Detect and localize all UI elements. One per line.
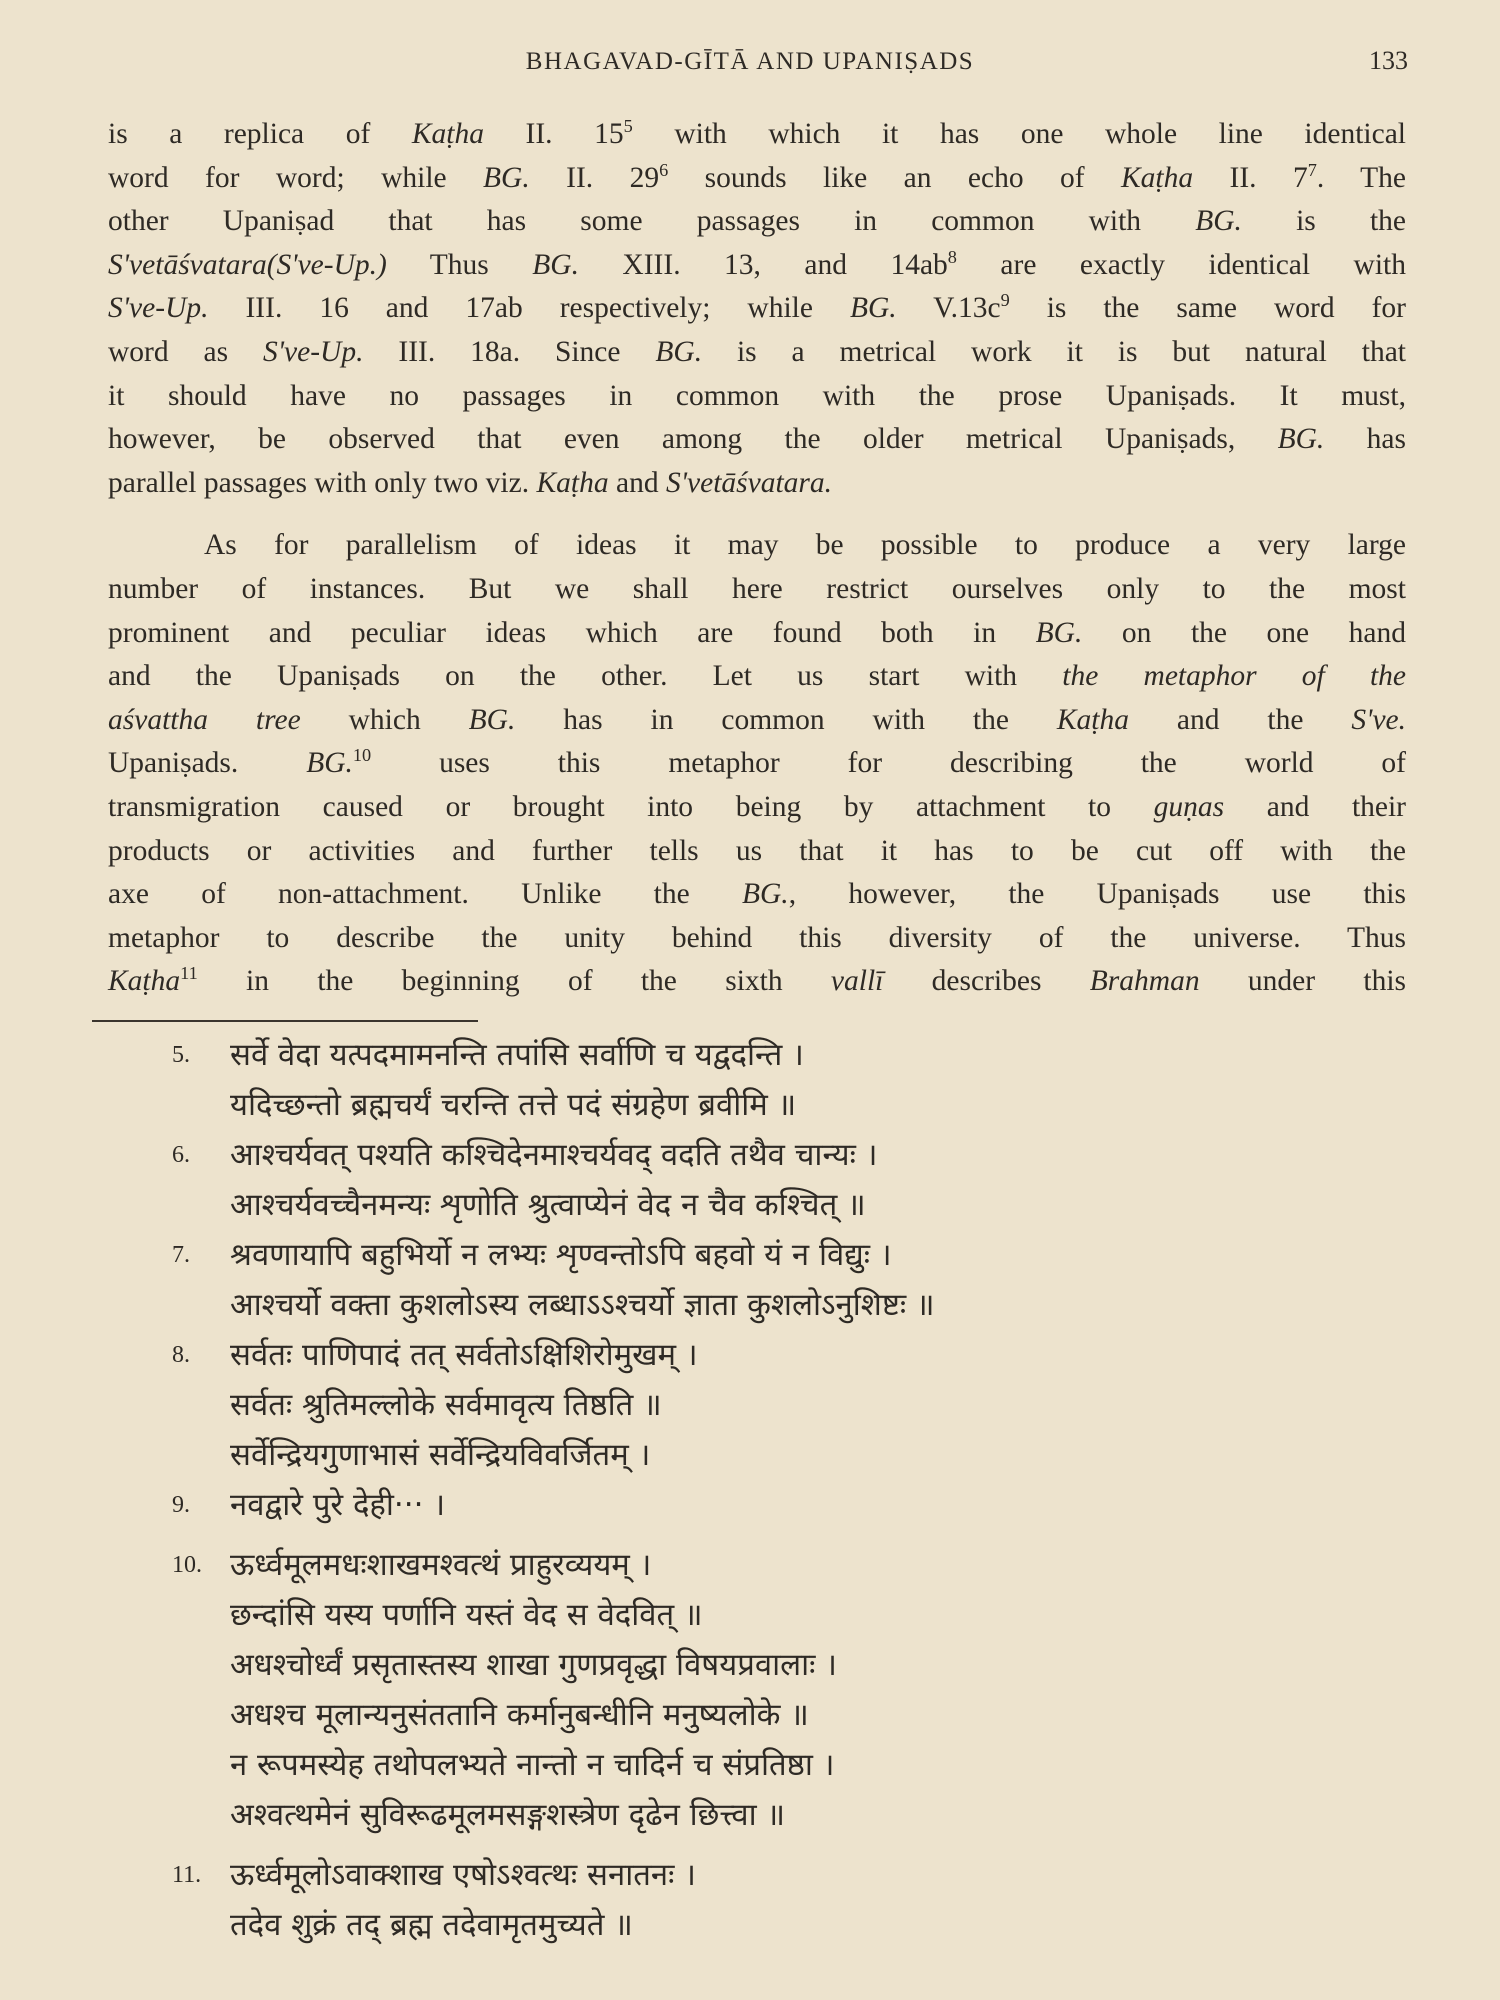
- footnote-ref: 11: [180, 963, 198, 984]
- text-line: S'vetāśvatara(S've-Up.) Thus BG. XIII. 13, and $14ab^8$ are exactly identical with: [108, 246, 1407, 281]
- text-line: and the Upaniṣads on the other. Let us start with the metaphor of the: [108, 660, 1406, 693]
- footnote-ref: 6: [659, 159, 669, 180]
- footnote: [172, 1330, 1392, 1480]
- sanskrit-line: सर्वतः पाणिपादं तत् सर्वतोऽक्षिशिरोमुखम् ।: [230, 1337, 698, 1373]
- footnotes: [172, 1030, 1392, 1950]
- sanskrit-line: यदिच्छन्तो ब्रह्मचर्यं चरन्ति तत्ते पदं संग्रहेण ब्रवीमि ॥: [230, 1087, 797, 1123]
- footnote: [172, 1850, 1392, 1950]
- sanskrit-line: आश्चर्यवत् पश्यति कश्चिदेनमाश्चर्यवद् वदति तथैव चान्यः ।: [230, 1137, 878, 1173]
- footnote-number: 9.: [172, 1492, 190, 1518]
- sanskrit-line: न रूपमस्येह तथोपलभ्यते नान्तो न चादिर्न च संप्रतिष्ठा ।: [230, 1747, 835, 1783]
- sanskrit-line: सर्वे वेदा यत्पदमामनन्ति तपांसि सर्वाणि च यद्वदन्ति ।: [230, 1037, 804, 1073]
- sanskrit-line: अधश्च मूलान्यनुसंततानि कर्मानुबन्धीनि मनुष्यलोके ॥: [230, 1697, 809, 1733]
- main-text: [108, 113, 1406, 1004]
- sanskrit-line: श्रवणायापि बहुभिर्यो न लभ्यः शृण्वन्तोऽपि बहवो यं न विद्युः ।: [230, 1237, 892, 1273]
- sanskrit-line: अधश्चोर्ध्वं प्रसृतास्तस्य शाखा गुणप्रवृद्धा विषयप्रवालाः ।: [230, 1647, 838, 1683]
- sanskrit-line: सर्वतः श्रुतिमल्लोके सर्वमावृत्य तिष्ठति ॥: [230, 1387, 662, 1423]
- sanskrit-line: ऊर्ध्वमूलोऽवाक्शाख एषोऽश्वत्थः सनातनः ।: [230, 1857, 696, 1893]
- footnote-number: 10.: [172, 1552, 202, 1578]
- text-line: however, be observed that even among the older metrical Upaniṣads, BG. has: [108, 423, 1406, 456]
- sanskrit-line: अश्वत्थमेनं सुविरूढमूलमसङ्गशस्त्रेण दृढेन छित्त्वा ॥: [230, 1797, 786, 1833]
- footnote: [172, 1540, 1392, 1840]
- footnote-number: 7.: [172, 1242, 190, 1268]
- text-line: other Upaniṣad that has some passages in common with BG. is the: [108, 205, 1406, 238]
- text-line: axe of non-attachment. Unlike the BG., however, the Upaniṣads use this: [108, 878, 1406, 911]
- text-line: is a replica of Kaṭha II. $15^5$ with which it has one whole line identical: [108, 116, 1406, 150]
- footnote-number: 8.: [172, 1342, 190, 1368]
- text-line: word for word; while BG. II. $29^6$ sounds like an echo of Kaṭha II. $7^7$. The: [108, 159, 1406, 194]
- footnote: [172, 1130, 1392, 1230]
- text-line: prominent and peculiar ideas which are found both in BG. on the one hand: [108, 616, 1406, 649]
- text-line: Upaniṣads. BG.$^{10}$ uses this metaphor for describing the world of: [108, 745, 1406, 780]
- text-line: word as S've-Up. III. 18a. Since BG. is a metrical work it is but natural that: [108, 335, 1407, 368]
- sanskrit-line: आश्चर्यवच्चैनमन्यः शृणोति श्रुत्वाप्येनं वेद न चैव कश्चित् ॥: [230, 1187, 866, 1223]
- footnote-ref: 9: [1000, 290, 1010, 311]
- text-line: transmigration caused or brought into being by attachment to guṇas and their: [108, 790, 1407, 823]
- sanskrit-line: छन्दांसि यस्य पर्णानि यस्तं वेद स वेदवित् ॥: [230, 1597, 703, 1633]
- footnote-number: 11.: [172, 1862, 202, 1888]
- footnote: [172, 1230, 1392, 1330]
- text-line: it should have no passages in common with the prose Upaniṣads. It must,: [108, 379, 1406, 412]
- page-number: 133: [1369, 46, 1408, 75]
- sanskrit-line: सर्वेन्द्रियगुणाभासं सर्वेन्द्रियविवर्जितम् ।: [230, 1437, 651, 1473]
- footnote-divider: [92, 1020, 478, 1022]
- sanskrit-line: नवद्वारे पुरे देही··· ।: [230, 1487, 446, 1523]
- running-title: BHAGAVAD-GĪTĀ AND UPANIṢADS: [525, 48, 975, 75]
- footnote: [172, 1030, 1392, 1130]
- sanskrit-line: ऊर्ध्वमूलमधःशाखमश्वत्थं प्राहुरव्ययम् ।: [230, 1547, 652, 1583]
- footnote-ref: 10: [352, 745, 372, 766]
- text-line: S've-Up. III. 16 and 17ab respectively; while BG. $V.13c^9$ is the same word for: [108, 290, 1407, 325]
- sanskrit-line: आश्चर्यो वक्ता कुशलोऽस्य लब्धाऽऽश्चर्यो ज्ञाता कुशलोऽनुशिष्टः ॥: [230, 1287, 935, 1323]
- footnote-number: 5.: [172, 1042, 190, 1068]
- footnote-ref: 5: [623, 116, 633, 137]
- text-line: number of instances. But we shall here restrict ourselves only to the most: [108, 572, 1406, 605]
- sanskrit-line: तदेव शुक्रं तद् ब्रह्म तदेवामृतमुच्यते ॥: [230, 1907, 633, 1943]
- text-line: products or activities and further tells us that it has to be cut off with the: [108, 834, 1406, 867]
- footnote-number: 6.: [172, 1142, 190, 1168]
- text-line: aśvattha tree which BG. has in common with the Kaṭha and the S've.: [108, 703, 1407, 736]
- footnote: [172, 1480, 1392, 1530]
- footnote-ref: 8: [947, 246, 957, 267]
- text-line: As for parallelism of ideas it may be possible to produce a very large: [204, 529, 1406, 562]
- text-line: Kaṭha$^{11}$ in the beginning of the sixth vallī describes Brahman under this: [108, 963, 1407, 998]
- text-line: parallel passages with only two viz. Kaṭha and S'vetāśvatara.: [108, 466, 833, 499]
- text-line: metaphor to describe the unity behind this diversity of the universe. Thus: [108, 921, 1406, 954]
- footnote-ref: 7: [1307, 159, 1317, 180]
